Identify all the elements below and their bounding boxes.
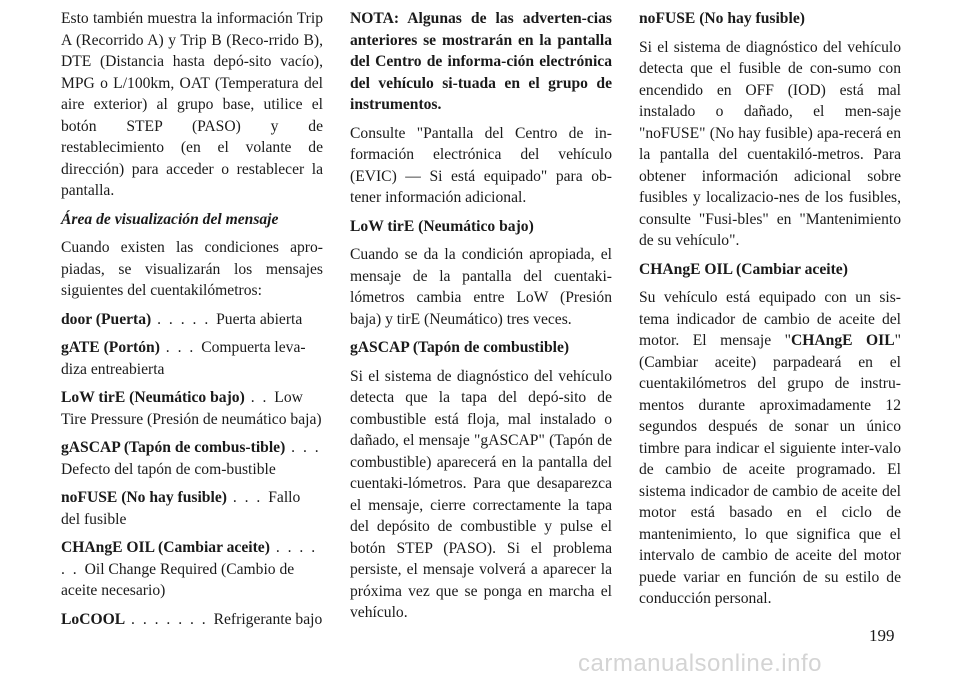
entry-code: gASCAP (Tapón de combus-tible) bbox=[61, 439, 286, 456]
entry-dots: . . . bbox=[285, 439, 321, 456]
entry-code: door (Puerta) bbox=[61, 310, 152, 328]
entry-code: noFUSE (No hay fusible) bbox=[61, 489, 227, 506]
change-oil-heading: CHAngE OIL (Cambiar aceite) bbox=[639, 260, 848, 278]
entry-dots: . . . . . . bbox=[61, 539, 318, 578]
message-entry-change-oil bbox=[61, 537, 323, 602]
lead-paragraph: Cuando existen las condiciones apro-piadas, se visualizarán los mensajes siguientes del cuentakilómetros: bbox=[61, 239, 323, 299]
entry-desc: Defecto del tapón de com-bustible bbox=[61, 460, 276, 478]
column-middle bbox=[350, 8, 612, 631]
change-oil-text bbox=[639, 287, 901, 610]
page-number: 199 bbox=[869, 626, 895, 645]
entry-code: gATE (Portón) bbox=[61, 339, 160, 356]
nofuse-text: Si el sistema de diagnóstico del vehículo detecta que el fusible de con-sumo con encendido en OFF (IOD) está mal instalado o dañado, el men-saje "noFUSE" (No hay fusible) apa-recerá en la pantalla del cuentakiló-metros. Para obtener información adicional sobre fusibles y localizacio-nes de los fusibles, consulte "Fusi-bles" en "Mantenimiento de su vehículo". bbox=[639, 38, 901, 249]
message-entry-locool bbox=[61, 609, 323, 631]
change-oil-text-b: " (Cambiar aceite) parpadeará en el cuentakilómetros del grupo de instru-mentos durante aproximadamente 12 segundos después de sonar un único timbre para indicar el siguiente inter-valo de cambio de aceite programado. El sistema indicador de cambio de aceite del motor está basado en el ciclo de mantenimiento, lo que significa que el intervalo de cambio de aceite del motor puede variar en función de su estilo de conducción personal. bbox=[639, 332, 901, 607]
entry-desc: Low Tire Pressure (Presión de neumático baja) bbox=[61, 389, 322, 428]
entry-desc: Puerta abierta bbox=[216, 310, 303, 328]
entry-dots: . . bbox=[244, 389, 275, 406]
low-tire-text: Cuando se da la condición apropiada, el mensaje de la pantalla del cuentaki-lómetros cambia entre LoW (Presión baja) y tirE (Neumático) tres veces. bbox=[350, 246, 612, 328]
note-paragraph: NOTA: Algunas de las adverten-cias anteriores se mostrarán en la pantalla del Centro de informa-ción electrónica del vehículo si-tuada en el grupo de instrumentos. bbox=[350, 10, 612, 113]
entry-dots: . . . bbox=[159, 339, 202, 356]
message-entry-nofuse bbox=[61, 487, 323, 530]
note-reference: Consulte "Pantalla del Centro de in-formación electrónica del vehículo (EVIC) — Si está equipado" para ob-tener información adicional. bbox=[350, 124, 612, 206]
message-entry-gate bbox=[61, 337, 323, 380]
entry-dots: . . . bbox=[226, 489, 269, 506]
low-tire-heading: LoW tirE (Neumático bajo) bbox=[350, 217, 534, 235]
gascap-heading: gASCAP (Tapón de combustible) bbox=[350, 339, 570, 356]
nofuse-heading: noFUSE (No hay fusible) bbox=[639, 10, 805, 27]
entry-desc: Compuerta leva-diza entreabierta bbox=[61, 339, 306, 378]
entry-dots: . . . . . . . bbox=[125, 610, 214, 628]
column-left bbox=[61, 8, 323, 637]
entry-code: LoW tirE (Neumático bajo) bbox=[61, 389, 245, 406]
section-heading: Área de visualización del mensaje bbox=[61, 210, 279, 228]
entry-desc: Fallo del fusible bbox=[61, 489, 301, 528]
entry-desc: Refrigerante bajo bbox=[213, 610, 323, 628]
message-entry-low-tire bbox=[61, 387, 323, 430]
entry-code: LoCOOL bbox=[61, 610, 126, 628]
message-entry-door bbox=[61, 309, 323, 331]
entry-desc: Oil Change Required (Cambio de aceite necesario) bbox=[61, 560, 295, 599]
entry-code: CHAngE OIL (Cambiar aceite) bbox=[61, 539, 270, 556]
entry-dots: . . . . . bbox=[151, 310, 217, 328]
message-entry-gascap bbox=[61, 437, 323, 480]
column-right bbox=[639, 8, 901, 617]
gascap-text: Si el sistema de diagnóstico del vehículo detecta que la tapa del depó-sito de combustible está floja, mal instalado o dañado, el mensaje "gASCAP" (Tapón de combustible) aparecerá en la pantalla del cuentaki-lómetros. Para que desaparezca el mensaje, cierre correctamente la tapa del depósito de combustible y pulse el botón STEP (PASO). Si el problema persiste, el mensaje volverá a aparecer la próxima vez que se ponga en marcha el vehículo. bbox=[350, 367, 612, 621]
change-oil-text-a: Su vehículo está equipado con un sis-tema indicador de cambio de aceite del motor. El mensaje " bbox=[639, 289, 901, 349]
watermark: carmanualsonline.info bbox=[578, 650, 822, 677]
change-oil-code: CHAngE OIL bbox=[791, 332, 895, 349]
intro-paragraph: Esto también muestra la información Trip A (Recorrido A) y Trip B (Reco-rrido B), DTE (Distancia hasta depó-sito vacío), MPG o L/100km, OAT (Temperatura del aire exterior) al grupo base, utilice el botón STEP (PASO) y de restablecimiento (en el volante de dirección) para acceder o restablecer la pantalla. bbox=[61, 10, 323, 199]
